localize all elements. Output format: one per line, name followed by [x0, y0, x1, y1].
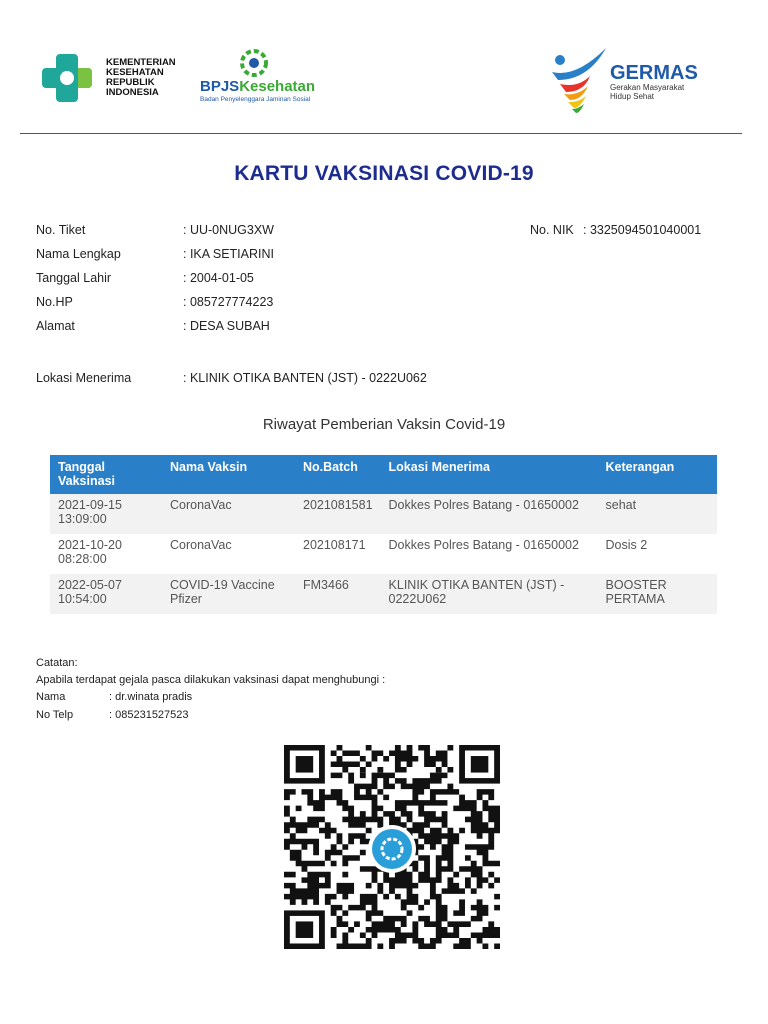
cell-lokasi: Dokkes Polres Batang - 01650002	[388, 538, 579, 552]
history-title: Riwayat Pemberian Vaksin Covid-19	[262, 416, 506, 433]
kemenkes-emblem-icon	[38, 50, 102, 106]
germas-emblem-icon	[548, 40, 612, 114]
table-row	[50, 494, 717, 534]
cell-keterangan: BOOSTER PERTAMA	[598, 574, 717, 614]
notes-heading: Catatan:	[36, 657, 78, 669]
col-lokasi: Lokasi Menerima	[381, 455, 598, 494]
nik-value: : 3325094501040001	[583, 223, 702, 237]
table-header-row	[50, 455, 717, 494]
cell-nama-vaksin: CoronaVac	[162, 494, 295, 534]
nama-value: : IKA SETIARINI	[183, 247, 274, 261]
qr-code-icon	[284, 745, 500, 949]
nik-label: No. NIK	[530, 223, 574, 237]
peduli-lindungi-logo-icon	[372, 829, 412, 869]
table-row	[50, 534, 717, 574]
cell-lokasi: KLINIK OTIKA BANTEN (JST) - 0222U062	[381, 574, 598, 614]
germas-subtitle: Gerakan Masyarakat Hidup Sehat	[610, 83, 685, 101]
bpjs-subtitle: Badan Penyelenggara Jaminan Sosial	[200, 96, 311, 103]
col-keterangan: Keterangan	[598, 455, 717, 494]
contact-phone-value: : 085231527523	[109, 709, 189, 721]
alamat-value: : DESA SUBAH	[183, 319, 270, 333]
tiket-label: No. Tiket	[36, 223, 86, 237]
cell-batch: 202108171	[303, 538, 366, 552]
vaccination-table	[50, 455, 717, 614]
cell-nama-vaksin: COVID-19 Vaccine Pfizer	[162, 574, 295, 614]
qr-finder-pattern	[284, 745, 325, 784]
lokasi-value: : KLINIK OTIKA BANTEN (JST) - 0222U062	[183, 371, 427, 385]
table-row	[50, 574, 717, 614]
header-divider	[20, 133, 742, 134]
cell-keterangan: sehat	[598, 494, 717, 534]
cell-tanggal: 2021-09-15 13:09:00	[50, 494, 162, 534]
hp-label: No.HP	[36, 295, 73, 309]
germas-title: GERMAS	[610, 62, 698, 84]
germas-logo	[548, 40, 718, 114]
contact-name-value: : dr.winata pradis	[109, 691, 193, 703]
col-nama-vaksin: Nama Vaksin	[162, 455, 295, 494]
tiket-value: : UU-0NUG3XW	[183, 223, 274, 237]
col-batch: No.Batch	[295, 455, 381, 494]
lahir-value: : 2004-01-05	[183, 271, 254, 285]
bpjs-logo	[200, 48, 320, 108]
nama-label: Nama Lengkap	[36, 247, 121, 261]
cell-keterangan: Dosis 2	[605, 538, 648, 552]
kemenkes-logo	[38, 50, 198, 106]
cell-nama-vaksin: CoronaVac	[170, 538, 232, 552]
cell-lokasi: Dokkes Polres Batang - 01650002	[381, 494, 598, 534]
alamat-label: Alamat	[36, 319, 75, 333]
lokasi-label: Lokasi Menerima	[36, 371, 132, 385]
cell-tanggal: 2022-05-07 10:54:00	[50, 574, 162, 614]
col-tanggal: Tanggal Vaksinasi	[50, 455, 162, 494]
bpjs-emblem-icon	[238, 48, 270, 78]
contact-name-label: Nama	[36, 691, 66, 703]
bpjs-name-part1: BPJS	[200, 78, 240, 95]
hp-value: : 085727774223	[183, 295, 274, 309]
cell-batch: 2021081581	[295, 494, 381, 534]
qr-finder-pattern	[284, 910, 325, 949]
kemenkes-text: KEMENTERIAN KESEHATAN REPUBLIK INDONESIA	[106, 57, 176, 98]
lahir-label: Tanggal Lahir	[36, 271, 112, 285]
bpjs-name	[200, 78, 315, 95]
cell-tanggal: 2021-10-20 08:28:00	[58, 538, 122, 566]
qr-code	[284, 745, 500, 949]
page-title: KARTU VAKSINASI COVID-19	[234, 162, 534, 185]
bpjs-name-part2: Kesehatan	[239, 78, 316, 95]
cell-batch: FM3466	[295, 574, 381, 614]
contact-phone-label: No Telp	[36, 709, 74, 721]
notes-text: Apabila terdapat gejala pasca dilakukan vaksinasi dapat menghubungi :	[36, 674, 386, 686]
qr-finder-pattern	[459, 745, 500, 784]
